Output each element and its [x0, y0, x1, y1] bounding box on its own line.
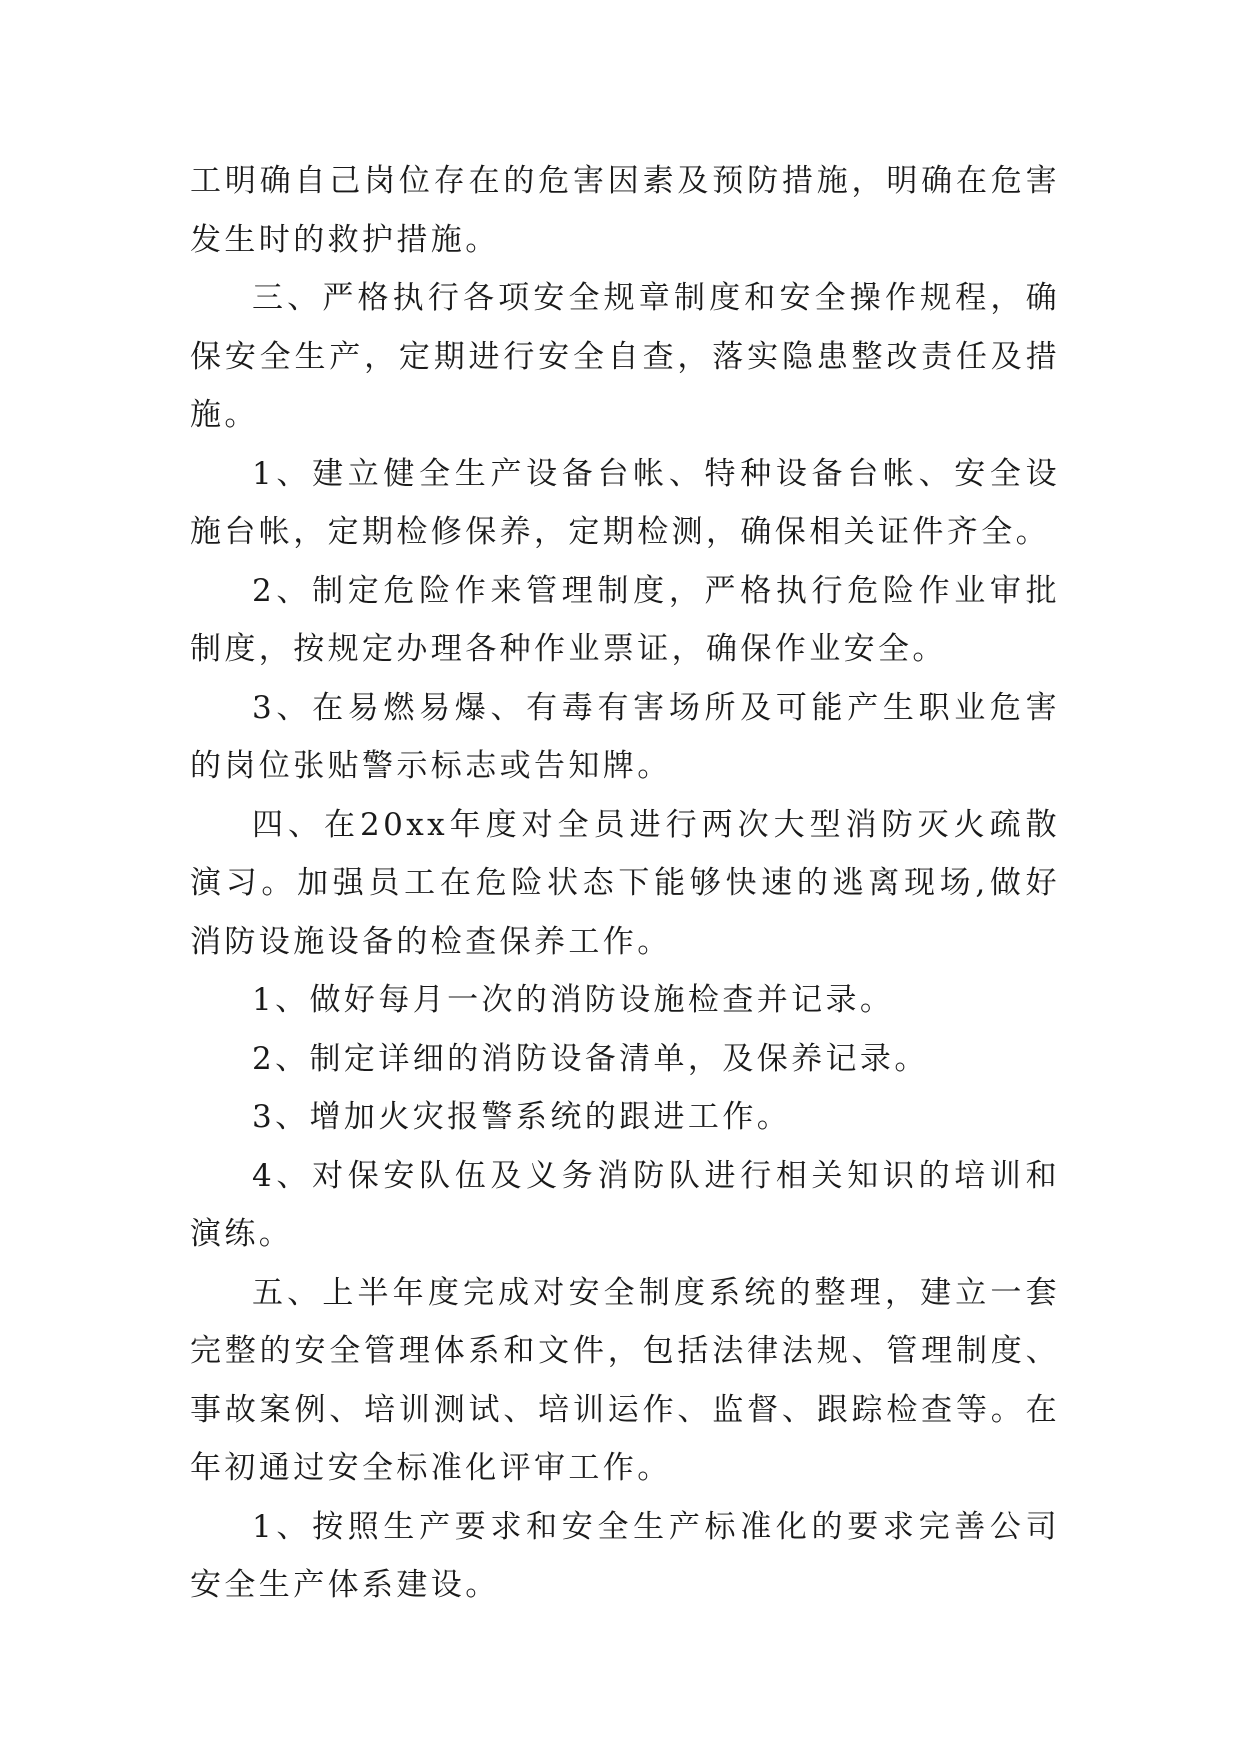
paragraph-item-5-1: 1、按照生产要求和安全生产标准化的要求完善公司安全生产体系建设。	[190, 1508, 1060, 1603]
paragraph-item-4-3: 3、增加火灾报警系统的跟进工作。	[252, 1099, 792, 1135]
paragraph-section-four: 四、在20xx年度对全员进行两次大型消防灭火疏散演习。加强员工在危险状态下能够快速的逃离现场,做好消防设施设备的检查保养工作。	[190, 806, 1060, 960]
paragraph-section-three: 三、严格执行各项安全规章制度和安全操作规程，确保安全生产，定期进行安全自查，落实隐患整改责任及措施。	[190, 280, 1060, 433]
paragraph-continuation: 工明确自己岗位存在的危害因素及预防措施，明确在危害发生时的救护措施。	[190, 163, 1060, 258]
paragraph-item-3-2: 2、制定危险作来管理制度，严格执行危险作业审批制度，按规定办理各种作业票证，确保作业安全。	[190, 572, 1060, 667]
paragraph-item-3-1: 1、建立健全生产设备台帐、特种设备台帐、安全设施台帐，定期检修保养，定期检测，确保相关证件齐全。	[190, 455, 1060, 550]
paragraph-item-3-3: 3、在易燃易爆、有毒有害场所及可能产生职业危害的岗位张贴警示标志或告知牌。	[190, 689, 1060, 784]
paragraph-item-4-1: 1、做好每月一次的消防设施检查并记录。	[252, 982, 895, 1018]
paragraph-section-five: 五、上半年度完成对安全制度系统的整理，建立一套完整的安全管理体系和文件，包括法律法规、管理制度、事故案例、培训测试、培训运作、监督、跟踪检查等。在年初通过安全标准化评审工作。	[190, 1274, 1060, 1486]
document-body	[190, 152, 1060, 1615]
paragraph-item-4-4: 4、对保安队伍及义务消防队进行相关知识的培训和演练。	[190, 1157, 1060, 1252]
paragraph-item-4-2: 2、制定详细的消防设备清单，及保养记录。	[252, 1040, 929, 1077]
